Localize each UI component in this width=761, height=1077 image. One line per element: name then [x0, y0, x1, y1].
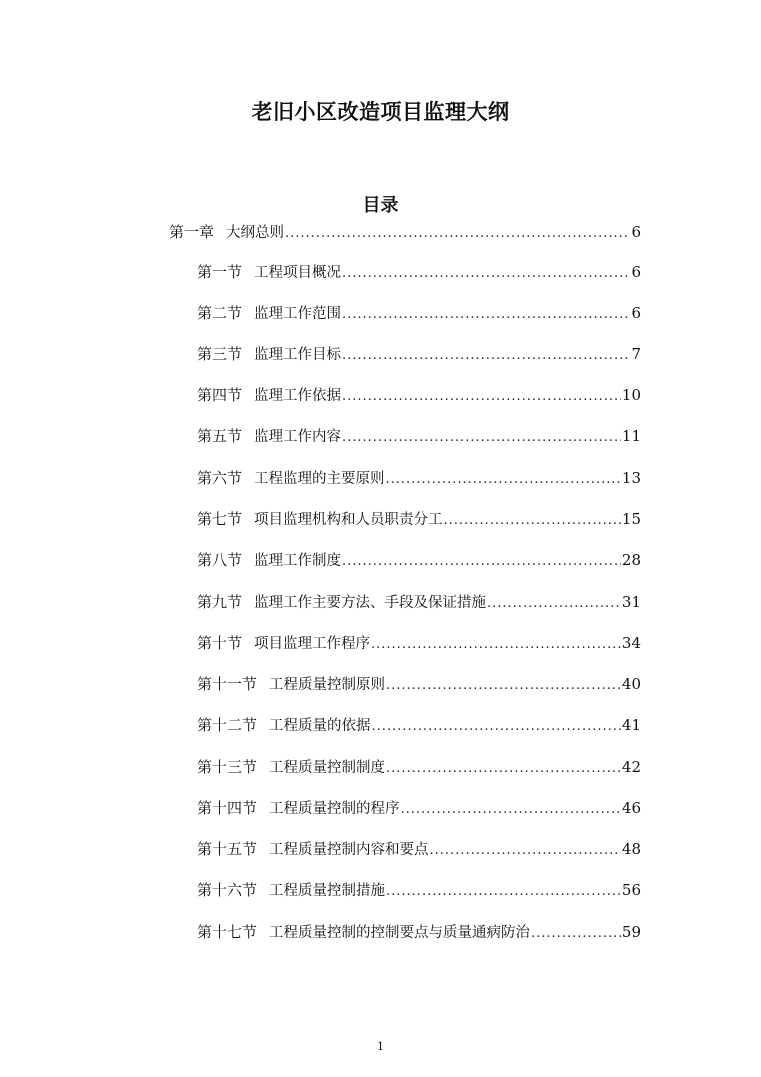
- toc-entry-label: 第十五节: [197, 840, 258, 858]
- toc-dot-leader: [342, 383, 621, 411]
- toc-entry-label: 第十六节: [197, 881, 258, 899]
- toc-entry-label: 第八节: [197, 551, 243, 569]
- toc-entry-label: 第十节: [197, 634, 243, 652]
- toc-entry-page: 10: [621, 386, 641, 404]
- toc-entry-title: 监理工作目标: [254, 347, 342, 363]
- toc-entry-page: 42: [621, 758, 641, 776]
- toc-entry-title: 监理工作主要方法、手段及保证措施: [254, 595, 487, 611]
- toc-entry-label: 第九节: [197, 593, 243, 611]
- toc-entry-page: 11: [621, 427, 641, 445]
- toc-entry-label: 第十一节: [197, 675, 258, 693]
- toc-entry-page: 40: [621, 675, 641, 693]
- toc-entry-page: 59: [621, 923, 641, 941]
- toc-entry-label: 第一章: [169, 223, 215, 241]
- toc-entry[interactable]: [169, 218, 641, 246]
- toc-entry-title: 工程质量控制措施: [269, 883, 386, 899]
- toc-entry-label: 第六节: [197, 469, 243, 487]
- toc-dot-leader: [386, 878, 621, 906]
- toc-entry[interactable]: [197, 629, 641, 657]
- toc-entry[interactable]: [197, 753, 641, 781]
- toc-entry-label: 第一节: [197, 263, 243, 281]
- toc-dot-leader: [386, 672, 621, 700]
- toc-entry-page: 15: [621, 510, 641, 528]
- toc-entry-label: 第三节: [197, 345, 243, 363]
- toc-heading: 目录: [362, 195, 399, 216]
- toc-entry-title: 监理工作依据: [254, 388, 342, 404]
- toc-entry[interactable]: [197, 340, 641, 368]
- toc-entry-title: 监理工作范围: [254, 306, 342, 322]
- toc-entry-page: 31: [621, 593, 641, 611]
- toc-entry-title: 大纲总则: [226, 225, 285, 241]
- toc-dot-leader: [401, 796, 621, 824]
- toc-entry[interactable]: [197, 918, 641, 946]
- toc-dot-leader: [342, 342, 630, 370]
- toc-entry-label: 第二节: [197, 304, 243, 322]
- toc-entry-page: 34: [621, 634, 641, 652]
- toc-dot-leader: [342, 424, 621, 452]
- toc-entry[interactable]: [197, 464, 641, 492]
- document-title: 老旧小区改造项目监理大纲: [251, 100, 510, 124]
- toc-entry-title: 工程质量控制制度: [269, 760, 386, 776]
- toc-entry[interactable]: [197, 670, 641, 698]
- toc-entry-page: 56: [621, 881, 641, 899]
- toc-entry[interactable]: [197, 835, 641, 863]
- toc-entry-page: 46: [621, 799, 641, 817]
- toc-entry-page: 7: [631, 345, 641, 363]
- toc-entry[interactable]: [197, 422, 641, 450]
- toc-entry-page: 48: [621, 840, 641, 858]
- toc-dot-leader: [342, 260, 630, 288]
- toc-dot-leader: [371, 631, 621, 659]
- toc-entry-page: 41: [621, 716, 641, 734]
- toc-entry-title: 工程质量控制的控制要点与质量通病防治: [269, 925, 531, 941]
- toc-entry[interactable]: [197, 299, 641, 327]
- toc-entry[interactable]: [197, 381, 641, 409]
- toc-entry-page: 13: [621, 469, 641, 487]
- toc-entry-title: 工程质量控制原则: [269, 677, 386, 693]
- toc-entry[interactable]: [197, 505, 641, 533]
- toc-entry-title: 监理工作制度: [254, 553, 342, 569]
- toc-entry-title: 工程质量的依据: [269, 718, 371, 734]
- toc-entry-page: 28: [621, 551, 641, 569]
- toc-entry-label: 第四节: [197, 386, 243, 404]
- toc-entry-title: 工程质量控制的程序: [269, 801, 400, 817]
- toc-dot-leader: [342, 548, 621, 576]
- toc-entry-page: 6: [631, 263, 641, 281]
- toc-dot-leader: [285, 220, 630, 248]
- toc-entry-label: 第五节: [197, 427, 243, 445]
- toc-dot-leader: [444, 507, 621, 535]
- toc-entry-label: 第十二节: [197, 716, 258, 734]
- toc-entry-title: 监理工作内容: [254, 429, 342, 445]
- toc-entry[interactable]: [197, 876, 641, 904]
- page-number: 1: [377, 1040, 384, 1053]
- toc-dot-leader: [372, 713, 621, 741]
- toc-entry[interactable]: [197, 711, 641, 739]
- toc-dot-leader: [531, 920, 621, 948]
- toc-dot-leader: [386, 466, 621, 494]
- toc-entry-title: 工程质量控制内容和要点: [269, 842, 429, 858]
- toc-entry[interactable]: [197, 546, 641, 574]
- toc-entry[interactable]: [197, 588, 641, 616]
- toc-entry-title: 工程监理的主要原则: [254, 471, 385, 487]
- table-of-contents: [0, 218, 761, 978]
- toc-entry-page: 6: [631, 304, 641, 322]
- toc-dot-leader: [487, 590, 621, 618]
- toc-entry[interactable]: [197, 258, 641, 286]
- toc-dot-leader: [430, 837, 621, 865]
- toc-entry-label: 第十四节: [197, 799, 258, 817]
- toc-entry-label: 第十七节: [197, 923, 258, 941]
- toc-entry-page: 6: [631, 223, 641, 241]
- toc-entry-title: 项目监理工作程序: [254, 636, 371, 652]
- toc-dot-leader: [386, 755, 621, 783]
- toc-entry-label: 第七节: [197, 510, 243, 528]
- toc-entry-title: 项目监理机构和人员职责分工: [254, 512, 443, 528]
- toc-entry-title: 工程项目概况: [254, 265, 342, 281]
- toc-entry[interactable]: [197, 794, 641, 822]
- toc-dot-leader: [342, 301, 630, 329]
- toc-entry-label: 第十三节: [197, 758, 258, 776]
